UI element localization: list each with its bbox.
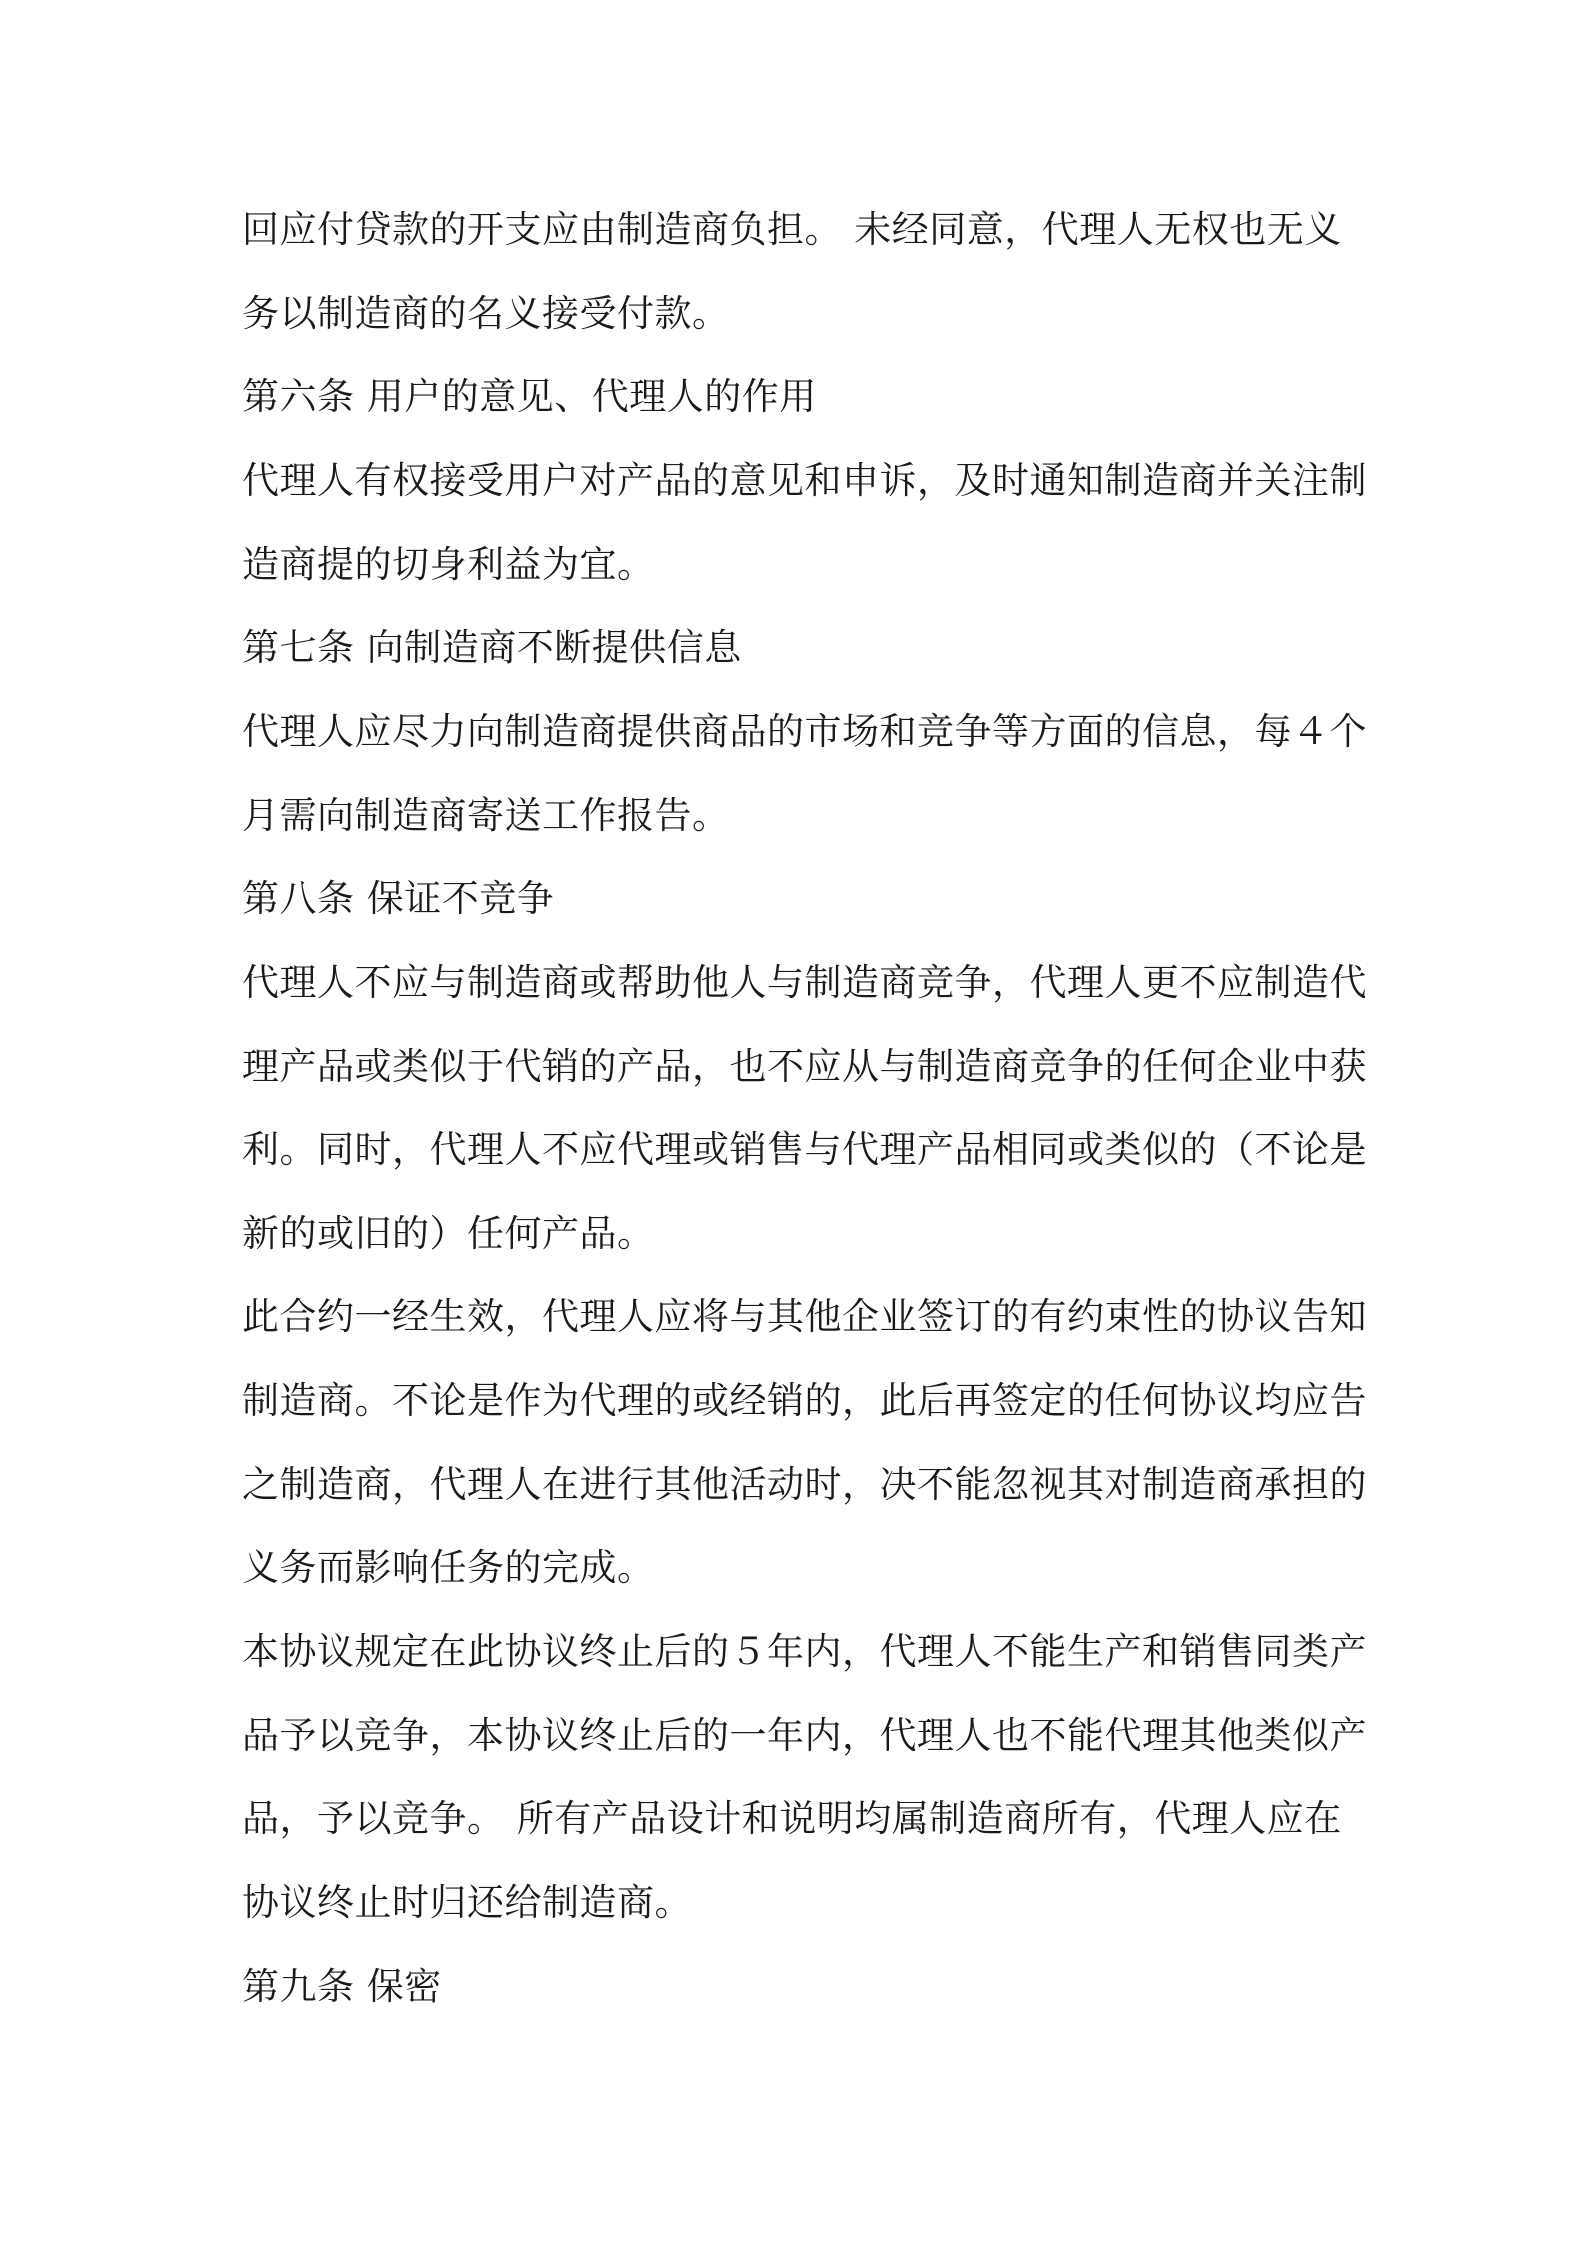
text-line: 此合约一经生效，代理人应将与其他企业签订的有约束性的协议告知 [242,1295,1367,1338]
text-line: 协议终止时归还给制造商。 [242,1881,692,1924]
section-heading-6: 第六条 用户的意见、代理人的作用 [242,375,817,418]
section-heading-8: 第八条 保证不竞争 [242,877,555,920]
text-line: 回应付贷款的开支应由制造商负担。 未经同意，代理人无权也无义 [242,208,1342,251]
text-line: 制造商。不论是作为代理的或经销的，此后再签定的任何协议均应告 [242,1379,1367,1422]
text-line: 新的或旧的）任何产品。 [242,1212,655,1255]
text-line: 本协议规定在此协议终止后的５年内，代理人不能生产和销售同类产 [242,1630,1367,1673]
text-line: 务以制造商的名义接受付款。 [242,292,730,335]
text-line: 品予以竞争，本协议终止后的一年内，代理人也不能代理其他类似产 [242,1714,1367,1757]
text-line: 代理人不应与制造商或帮助他人与制造商竞争，代理人更不应制造代 [242,961,1367,1004]
text-line: 代理人应尽力向制造商提供商品的市场和竞争等方面的信息，每４个 [242,710,1367,753]
text-line: 理产品或类似于代销的产品，也不应从与制造商竞争的任何企业中获 [242,1045,1367,1088]
text-line: 之制造商，代理人在进行其他活动时，决不能忽视其对制造商承担的 [242,1463,1367,1506]
text-line: 品，予以竞争。 所有产品设计和说明均属制造商所有，代理人应在 [242,1797,1342,1840]
section-heading-7: 第七条 向制造商不断提供信息 [242,626,742,669]
section-heading-9: 第九条 保密 [242,1965,442,2008]
text-line: 造商提的切身利益为宜。 [242,543,655,586]
text-line: 利。同时，代理人不应代理或销售与代理产品相同或类似的（不论是 [242,1128,1367,1171]
text-line: 月需向制造商寄送工作报告。 [242,794,730,837]
text-line: 代理人有权接受用户对产品的意见和申诉，及时通知制造商并关注制 [242,459,1367,502]
text-line: 义务而影响任务的完成。 [242,1546,655,1589]
